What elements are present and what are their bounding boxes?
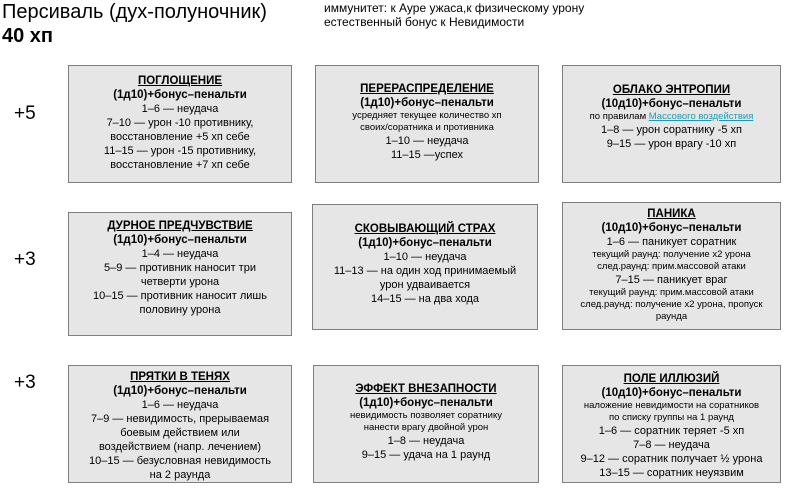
card-note: усредняет текущее количество хп — [352, 110, 502, 121]
card-line: половину урона — [139, 304, 221, 316]
card-line: 1–4 — неудача — [141, 248, 219, 260]
card-line: 7–10 — урон -10 противнику, — [106, 117, 254, 129]
card-line: урон удваивается — [379, 279, 471, 291]
card-title: ПОЛЕ ИЛЛЮЗИЙ — [623, 373, 720, 385]
card-title: ДУРНОЕ ПРЕДЧУВСТВИЕ — [107, 220, 253, 232]
row-label-2: +3 — [14, 249, 36, 270]
card-foreboding — [68, 212, 292, 336]
card-line: 11–15 —успех — [390, 149, 464, 161]
card-line: восстановление +5 хп себе — [110, 131, 250, 143]
card-line: 7–8 — неудача — [633, 439, 710, 451]
card-title: ОБЛАКО ЭНТРОПИИ — [612, 84, 731, 96]
card-note: своих/соратника и противника — [360, 122, 494, 133]
card-line: 1–6 — паникует соратник — [606, 236, 737, 248]
card-line: 7–9 — невидимость, прерываемая — [90, 413, 270, 425]
card-note: наложение невидимости на соратников — [583, 400, 760, 411]
card-line: воздействием (напр. лечением) — [98, 441, 262, 453]
card-redistribution — [315, 65, 539, 183]
card-note: раунда — [655, 311, 688, 322]
card-surprise — [313, 365, 539, 483]
card-line: 9–12 — соратник получает ½ урона — [580, 453, 763, 465]
card-title: ПРЯТКИ В ТЕНЯХ — [130, 371, 230, 383]
row-label-1: +5 — [14, 103, 36, 124]
card-formula: (1д10)+бонус–пенальти — [113, 234, 247, 246]
card-line: 5–9 — противник наносит три — [104, 262, 256, 274]
card-line: 11–15 — урон -15 противнику, — [103, 145, 257, 157]
card-line: четверти урона — [140, 276, 220, 288]
card-line: 14–15 — на два хода — [370, 293, 480, 305]
card-note: след.раунд: прим.массовой атаки — [597, 261, 746, 272]
card-formula: (1д10)+бонус–пенальти — [359, 397, 493, 409]
card-title: ПЕРЕРАСПРЕДЕЛЕНИЕ — [360, 83, 494, 95]
card-line: 10–15 — безусловная невидимость — [89, 455, 271, 467]
card-formula: (1д10)+бонус–пенальти — [113, 89, 247, 101]
card-title: ПОГЛОЩЕНИЕ — [137, 75, 223, 87]
card-note: невидимость позволяет соратнику — [350, 410, 502, 421]
card-title: СКОВЫВАЮЩИЙ СТРАХ — [354, 223, 496, 235]
card-line: 10–15 — противник наносит лишь — [92, 290, 267, 302]
card-note: по списку группы на 1 раунд — [609, 412, 734, 423]
card-line: на 2 раунда — [149, 469, 211, 481]
row-label-3: +3 — [14, 372, 36, 393]
card-line: 1–10 — неудача — [385, 135, 469, 147]
card-formula: (1д10)+бонус–пенальти — [358, 237, 492, 249]
card-line: боевым действием или — [120, 427, 240, 439]
card-line: восстановление +7 хп себе — [110, 159, 250, 171]
card-line: 1–6 — неудача — [141, 103, 219, 115]
card-entropy — [562, 65, 781, 183]
card-title: ЭФФЕКТ ВНЕЗАПНОСТИ — [355, 383, 497, 395]
card-rule — [563, 111, 780, 123]
card-line: 13–15 — соратник неуязвим — [599, 467, 744, 479]
card-illusion — [562, 365, 781, 483]
mass-effect-link[interactable]: Массового воздействия — [648, 111, 754, 122]
rule-prefix: по правилам — [589, 111, 649, 122]
card-line: 7–15 — паникует враг — [615, 274, 728, 286]
card-title: ПАНИКА — [647, 208, 696, 220]
card-panic — [562, 202, 781, 330]
immunity-info — [324, 1, 584, 29]
card-formula: (10д10)+бонус–пенальти — [601, 387, 742, 399]
character-title: Персиваль (дух-полуночник) — [2, 1, 267, 23]
card-hide — [68, 365, 292, 483]
card-line: 1–6 — соратник теряет -5 хп — [598, 425, 745, 437]
card-line: 1–10 — неудача — [383, 251, 467, 263]
immunity-line: иммунитет: к Ауре ужаса,к физическому урону — [324, 1, 585, 15]
card-note: след.раунд: получение х2 урона, пропуск — [580, 299, 763, 310]
card-formula: (10д10)+бонус–пенальти — [601, 222, 742, 234]
card-line: 1–8 — урон соратнику -5 хп — [601, 124, 742, 136]
card-fear — [312, 204, 538, 330]
card-line: 9–15 — урон врагу -10 хп — [606, 138, 737, 150]
card-line: 9–15 — удача на 1 раунд — [361, 449, 491, 461]
character-hp: 40 хп — [2, 25, 54, 47]
card-line: 11–13 — на один ход принимаемый — [333, 265, 517, 277]
card-formula: (10д10)+бонус–пенальти — [601, 98, 742, 110]
card-formula: (1д10)+бонус–пенальти — [360, 97, 494, 109]
card-note: нанести врагу двойной урон — [363, 422, 489, 433]
natural-bonus-line: естественный бонус к Невидимости — [324, 15, 525, 29]
card-absorb — [68, 65, 292, 183]
card-formula: (1д10)+бонус–пенальти — [113, 385, 247, 397]
card-note: текущий раунд: получение х2 урона — [592, 249, 751, 260]
card-line: 1–8 — неудача — [387, 435, 465, 447]
card-line: 1–6 — неудача — [141, 399, 219, 411]
card-note: текущий раунд: прим.массовой атаки — [589, 287, 754, 298]
